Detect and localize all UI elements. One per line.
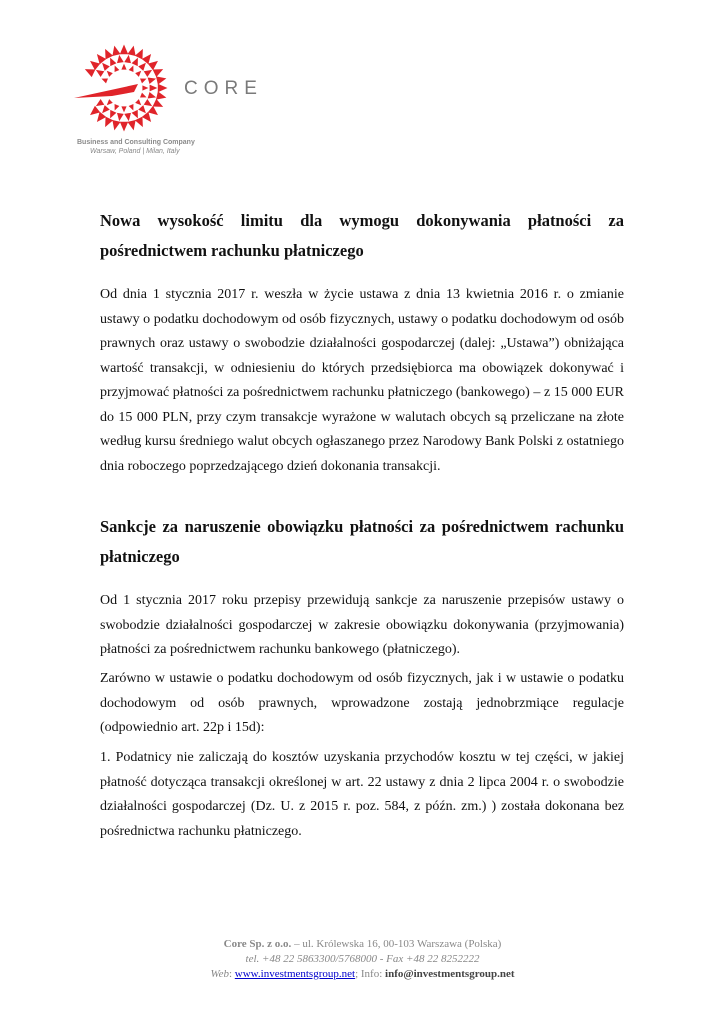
footer-address: – ul. Królewska 16, 00-103 Warszawa (Polska) [291, 938, 502, 950]
logo-triangle [140, 76, 148, 83]
logo-triangle [121, 106, 126, 112]
company-logo [72, 40, 272, 170]
logo-triangle [105, 99, 113, 107]
logo-tagline-locations: Warsaw, Poland | Milan, Italy [90, 148, 180, 155]
logo-triangle [94, 112, 107, 125]
logo-triangle [112, 104, 119, 112]
logo-triangle [105, 69, 113, 77]
logo-triangle [150, 85, 158, 92]
logo-triangle [121, 64, 126, 70]
section1-heading: Nowa wysokość limitu dla wymogu dokonywania płatności za pośrednictwem rachunku płatniczego [100, 211, 624, 260]
footer-web-sep: : [228, 968, 235, 980]
logo-triangle [87, 106, 100, 119]
page-footer [0, 937, 725, 982]
footer-web-label: Web [210, 968, 229, 980]
logo-triangle [156, 91, 167, 101]
logo-triangle [124, 113, 132, 122]
logo-triangle [142, 112, 155, 125]
logo-triangle [87, 58, 100, 71]
logo-triangle [156, 74, 167, 84]
footer-company: Core Sp. z o.o. [223, 938, 292, 950]
logo-triangle [148, 75, 157, 84]
section2-heading: Sankcje za naruszenie obowiązku płatności za pośrednictwem rachunku płatniczego [100, 517, 624, 566]
logo-triangle [135, 69, 143, 77]
logo-triangle [112, 64, 119, 72]
logo-triangle [158, 84, 168, 92]
logo-triangle [94, 51, 107, 64]
logo-triangle [140, 93, 148, 100]
footer-phone: tel. +48 22 5863300/5768000 - Fax +48 22 8252222 [245, 953, 480, 965]
logo-triangle [142, 51, 155, 64]
footer-website-link[interactable]: www.investmentsgroup.net [234, 968, 356, 980]
logo-triangle [127, 45, 137, 56]
logo-triangle [135, 99, 143, 107]
footer-email[interactable]: info@investmentsgroup.net [385, 968, 515, 980]
footer-contact-line [0, 967, 725, 982]
logo-triangle [142, 85, 148, 90]
logo-triangle [127, 120, 137, 131]
logo-swoosh [74, 84, 138, 98]
logo-triangle [120, 122, 128, 132]
section2-paragraph-1: Od 1 stycznia 2017 roku przepisy przewidują sankcje za naruszenie przepisów ustawy o swobodzie działalności gospodarczej w zakresie obowiązku dokonywania (przyjmowania) płatności za pośrednictwem rachunku bankowego (płatniczego). [100, 593, 624, 657]
logo-triangle [148, 92, 157, 101]
footer-address-line [0, 937, 725, 952]
core-logo-icon [72, 40, 176, 140]
logo-triangle [148, 58, 161, 71]
logo-tagline-company: Business and Consulting Company [77, 139, 195, 146]
section2-paragraph-3: 1. Podatnicy nie zaliczają do kosztów uzyskania przychodów kosztu w tej części, w jakiej płatność dotycząca transakcji określonej w art. 22 ustawy z dnia 2 lipca 2004 r. o swobodzie działalności gospodarczej (Dz. U. z 2015 r. poz. 584, z późn. zm.) ) została dokonana bez pośrednictwa rachunku płatniczego. [100, 750, 624, 839]
logo-triangle [110, 45, 120, 56]
logo-tagline [77, 138, 197, 156]
logo-triangle [148, 106, 161, 119]
logo-triangle [100, 76, 108, 83]
section1-paragraph: Od dnia 1 stycznia 2017 r. weszła w życie ustawa z dnia 13 kwietnia 2016 r. o zmianie ustawy o podatku dochodowym od osób fizycznych, ustawy o podatku dochodowym od osób prawnych oraz ustawy o swobodzie działalności gospodarczej (dalej: „Ustawa”) obniżająca wartość transakcji, w odniesieniu do których przedsiębiorca ma obowiązek dokonywać i przyjmować płatności za pośrednictwem rachunku płatniczego (bankowego) – z 15 000 EUR do 15 000 PLN, przy czym transakcje wyrażone w walutach obcych są przeliczane na złote według kursu średniego walut obcych ogłaszanego przez Narodowy Bank Polski z ostatniego dnia roboczego poprzedzającego dzień dokonania transakcji. [100, 287, 624, 474]
logo-triangle [110, 120, 120, 131]
logo-triangle [116, 113, 124, 122]
footer-info-label: ; Info: [355, 968, 386, 980]
logo-triangle [120, 45, 128, 55]
logo-triangle [129, 64, 136, 72]
logo-triangle [116, 54, 124, 63]
section2-paragraph-2: Zarówno w ustawie o podatku dochodowym od osób fizycznych, jak i w ustawie o podatku dochodowym od osób prawnych, wprowadzone zostają jednobrzmiące regulacje (odpowiednio art. 22p i 15d): [100, 671, 624, 735]
logo-triangle [124, 54, 132, 63]
logo-wordmark: CORE [184, 78, 263, 99]
logo-triangle [129, 104, 136, 112]
